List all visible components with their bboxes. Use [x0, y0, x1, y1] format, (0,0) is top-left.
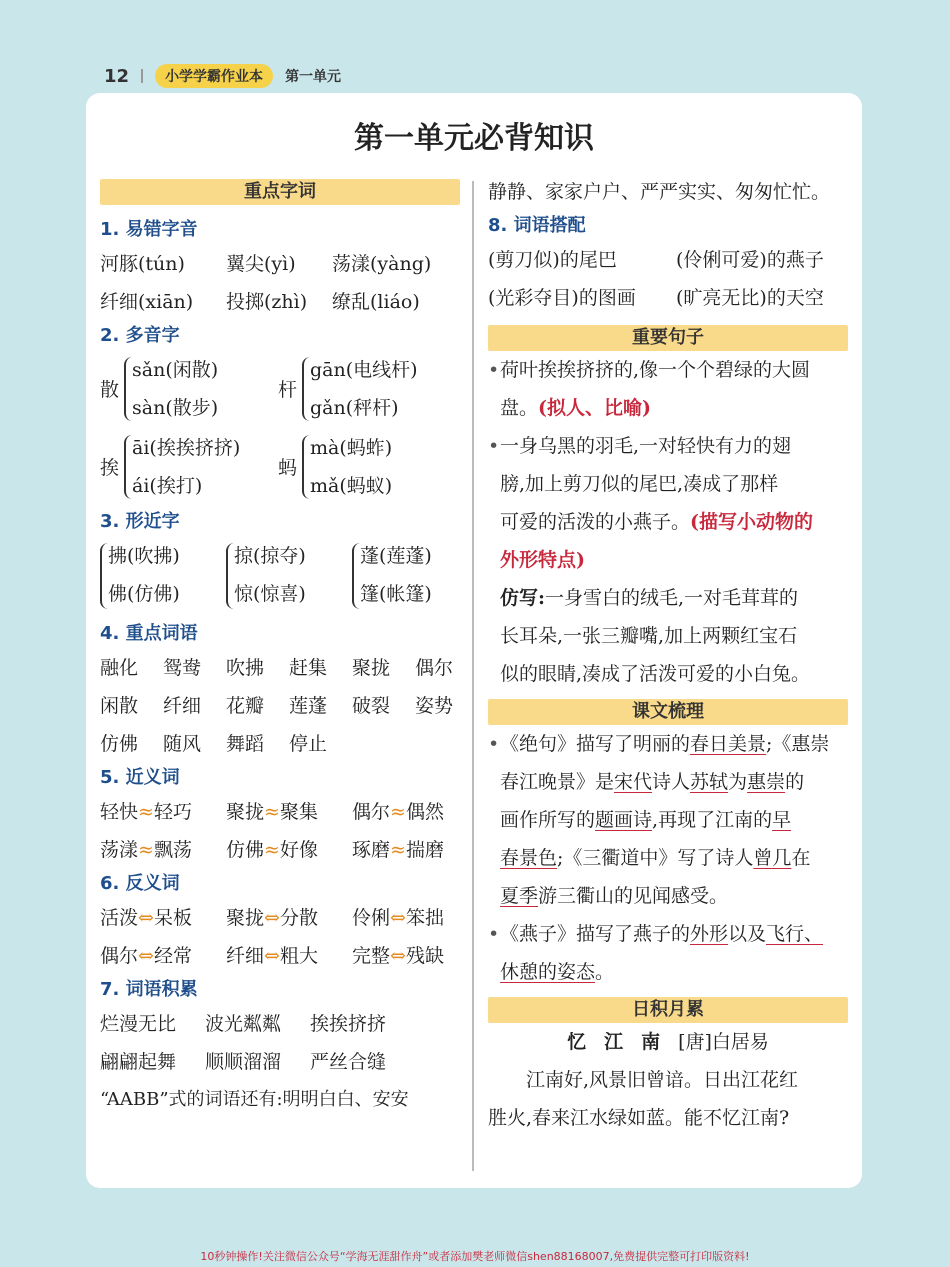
phrase: 破裂	[352, 695, 391, 717]
antonym-pair	[226, 937, 318, 975]
approx-symbol: ≈	[390, 801, 406, 823]
sentence-1	[488, 351, 848, 427]
underlined: 早	[772, 809, 792, 831]
collocation: (旷亮无比)的天空	[676, 287, 824, 309]
polyphone-reading: mǎ(蚂蚁)	[310, 475, 393, 497]
similar-chars-row	[100, 537, 460, 619]
polyphone-reading: ái(挨打)	[132, 475, 203, 497]
line	[500, 503, 848, 541]
phrase-row	[100, 725, 460, 763]
brace	[124, 357, 132, 421]
pron-item: 荡漾(yàng)	[332, 253, 432, 275]
word: 偶尔	[100, 945, 139, 967]
similar-item: 佛(仿佛)	[108, 583, 180, 605]
line: • 荷叶挨挨挤挤的,像一个个碧绿的大圆	[500, 359, 811, 381]
word: 分散	[279, 907, 318, 929]
opposite-arrow-icon: ⇔	[264, 907, 280, 929]
antonym-pair	[352, 899, 444, 937]
annotation: (拟人、比喻)	[538, 397, 651, 419]
subtitle-similar-chars: 3. 形近字	[100, 511, 180, 532]
text: 的	[785, 771, 805, 793]
pron-item: 缭乱(liáo)	[332, 291, 420, 313]
underlined: 夏季	[500, 885, 539, 907]
summary-1	[488, 725, 848, 915]
underlined: 外形	[690, 923, 729, 945]
underlined: 春景色	[500, 847, 558, 869]
word: 好像	[279, 839, 318, 861]
accumulation-row	[100, 1043, 460, 1081]
synonym-row	[100, 831, 460, 869]
text: ,再现了江南的	[652, 809, 773, 831]
underlined: 苏轼	[690, 771, 729, 793]
section-text-summary: 课文梳理	[488, 699, 848, 725]
opposite-arrow-icon: ⇔	[138, 945, 154, 967]
line	[500, 763, 848, 801]
word: 伶俐	[352, 907, 391, 929]
brace	[302, 357, 310, 421]
collocation: (伶俐可爱)的燕子	[676, 249, 824, 271]
text: 画作所写的	[500, 809, 596, 831]
brace	[100, 543, 108, 609]
text: 《燕子》描写了燕子的	[500, 923, 691, 945]
line: • 一身乌黑的羽毛,一对轻快有力的翅	[500, 435, 792, 457]
line	[500, 801, 848, 839]
footer-notice: 10秒钟操作!关注微信公众号“学海无涯甜作舟”或者添加樊老师微信shen88168007,免费提供完整可打印版资料!	[200, 1250, 750, 1263]
synonym-pair	[100, 793, 192, 831]
polyphone-char: 散	[100, 379, 120, 401]
section-important-sentences: 重要句子	[488, 325, 848, 351]
brace	[226, 543, 234, 609]
section-daily-accumulation: 日积月累	[488, 997, 848, 1023]
word: 完整	[352, 945, 391, 967]
text: ;《惠崇	[766, 733, 830, 755]
synonym-pair	[226, 831, 318, 869]
word: 经常	[153, 945, 192, 967]
summary-2	[488, 915, 848, 991]
word: 活泼	[100, 907, 139, 929]
underlined: 曾几	[753, 847, 792, 869]
subtitle-key-phrases: 4. 重点词语	[100, 623, 198, 644]
polyphone-reading: sǎn(闲散)	[132, 359, 219, 381]
brace	[302, 435, 310, 499]
synonym-pair	[352, 793, 444, 831]
underlined: 休憩的姿态	[500, 961, 596, 983]
opposite-arrow-icon: ⇔	[390, 907, 406, 929]
line	[500, 839, 848, 877]
page-header	[104, 64, 341, 88]
collocation: (光彩夺目)的图画	[488, 287, 636, 309]
pron-row	[100, 283, 460, 321]
underlined: 题画诗	[595, 809, 653, 831]
header-separator	[141, 69, 143, 83]
text: 《绝句》描写了明丽的	[500, 733, 691, 755]
collocation-row	[488, 279, 848, 317]
phrase: 花瓣	[226, 695, 265, 717]
poem-line: 江南好,风景旧曾谙。日出江花红	[526, 1069, 799, 1091]
word: 聚拢	[226, 801, 265, 823]
synonym-pair	[226, 793, 318, 831]
page-number: 12	[104, 65, 130, 87]
phrase: 仿佛	[100, 733, 139, 755]
text: 可爱的活泼的小燕子。	[500, 511, 691, 533]
antonym-row	[100, 899, 460, 937]
phrase: 姿势	[415, 695, 454, 717]
polyphone-row	[100, 429, 460, 507]
subtitle-pronunciation: 1. 易错字音	[100, 219, 198, 240]
brace	[124, 435, 132, 499]
text: 以及	[728, 923, 767, 945]
word: 聚拢	[226, 907, 265, 929]
approx-symbol: ≈	[264, 839, 280, 861]
poem-title: 忆江南	[567, 1031, 679, 1053]
book-badge: 小学学霸作业本	[155, 64, 273, 88]
right-column	[488, 173, 848, 1137]
idiom: 严丝合缝	[310, 1051, 387, 1073]
poem-line: 胜火,春来江水绿如蓝。能不忆江南?	[488, 1107, 790, 1129]
similar-item: 惊(惊喜)	[234, 583, 306, 605]
phrase: 鸳鸯	[163, 657, 202, 679]
line: 长耳朵,一张三瓣嘴,加上两颗红宝石	[500, 625, 798, 647]
phrase: 莲蓬	[289, 695, 328, 717]
opposite-arrow-icon: ⇔	[264, 945, 280, 967]
word: 荡漾	[100, 839, 139, 861]
word: 轻快	[100, 801, 139, 823]
subtitle-collocation: 8. 词语搭配	[488, 215, 586, 236]
similar-item: 蓬(莲蓬)	[360, 545, 432, 567]
aabb-note: “AABB”式的词语还有:明明白白、安安	[100, 1089, 409, 1110]
text: 一身雪白的绒毛,一对毛茸茸的	[545, 587, 799, 609]
synonym-pair	[352, 831, 444, 869]
line	[500, 725, 848, 763]
idiom: 挨挨挤挤	[310, 1013, 387, 1035]
phrase: 聚拢	[352, 657, 391, 679]
synonym-row	[100, 793, 460, 831]
polyphone-reading: āi(挨挨挤挤)	[132, 437, 241, 459]
polyphone-char: 杆	[278, 379, 298, 401]
polyphone-reading: gǎn(秤杆)	[310, 397, 399, 419]
phrase: 随风	[163, 733, 202, 755]
phrase: 纤细	[163, 695, 202, 717]
phrase: 赶集	[289, 657, 328, 679]
antonym-pair	[100, 899, 192, 937]
antonym-pair	[100, 937, 192, 975]
word: 残缺	[405, 945, 444, 967]
text: ;《三衢道中》写了诗人	[557, 847, 754, 869]
line	[500, 915, 848, 953]
word: 呆板	[153, 907, 192, 929]
polyphone-reading: sàn(散步)	[132, 397, 219, 419]
text: 诗人	[652, 771, 691, 793]
subtitle-accumulation: 7. 词语积累	[100, 979, 198, 1000]
underlined: 飞行、	[766, 923, 824, 945]
subtitle-synonyms: 5. 近义词	[100, 767, 180, 788]
phrase-row	[100, 687, 460, 725]
word: 笨拙	[405, 907, 444, 929]
approx-symbol: ≈	[264, 801, 280, 823]
text: 游三衢山的见闻感受。	[538, 885, 729, 907]
idiom: 翩翩起舞	[100, 1051, 177, 1073]
unit-label: 第一单元	[285, 69, 342, 85]
text: 。	[595, 961, 615, 983]
poem-author: [唐]白居易	[678, 1031, 769, 1053]
phrase-row	[100, 649, 460, 687]
phrase: 停止	[289, 733, 328, 755]
word: 偶尔	[352, 801, 391, 823]
collocation-row	[488, 241, 848, 279]
approx-symbol: ≈	[138, 801, 154, 823]
phrase: 融化	[100, 657, 139, 679]
word: 揣磨	[405, 839, 444, 861]
antonym-pair	[226, 899, 318, 937]
subtitle-polyphone: 2. 多音字	[100, 325, 180, 346]
text: 盘。	[500, 397, 539, 419]
word: 纤细	[226, 945, 265, 967]
polyphone-reading: mà(蚂蚱)	[310, 437, 393, 459]
line	[500, 877, 848, 915]
approx-symbol: ≈	[390, 839, 406, 861]
left-column	[100, 179, 460, 1119]
accumulation-row	[100, 1005, 460, 1043]
opposite-arrow-icon: ⇔	[138, 907, 154, 929]
line: 似的眼睛,凑成了活泼可爱的小白兔。	[500, 663, 811, 685]
line	[500, 579, 848, 617]
idiom: 顺顺溜溜	[205, 1051, 282, 1073]
text: 在	[791, 847, 811, 869]
phrase: 闲散	[100, 695, 139, 717]
polyphone-char: 蚂	[278, 457, 298, 479]
page-title: 第一单元必背知识	[354, 121, 594, 156]
column-divider	[472, 181, 474, 1171]
idiom: 波光粼粼	[205, 1013, 282, 1035]
similar-item: 篷(帐篷)	[360, 583, 432, 605]
synonym-pair	[100, 831, 192, 869]
similar-item: 掠(掠夺)	[234, 545, 306, 567]
continued-text: 静静、家家户户、严严实实、匆匆忙忙。	[488, 181, 831, 203]
pron-item: 河豚(tún)	[100, 253, 185, 275]
section-key-words: 重点字词	[100, 179, 460, 205]
pron-item: 纤细(xiān)	[100, 291, 194, 313]
annotation: (描写小动物的	[690, 511, 814, 533]
antonym-row	[100, 937, 460, 975]
phrase: 吹拂	[226, 657, 265, 679]
word: 偶然	[405, 801, 444, 823]
word: 聚集	[279, 801, 318, 823]
word: 轻巧	[153, 801, 192, 823]
imitation-label: 仿写:	[500, 587, 546, 609]
polyphone-row	[100, 351, 460, 429]
pron-row	[100, 245, 460, 283]
brace	[352, 543, 360, 609]
subtitle-antonyms: 6. 反义词	[100, 873, 180, 894]
word: 飘荡	[153, 839, 192, 861]
opposite-arrow-icon: ⇔	[390, 945, 406, 967]
polyphone-char: 挨	[100, 457, 120, 479]
line: 膀,加上剪刀似的尾巴,凑成了那样	[500, 473, 779, 495]
underlined: 宋代	[614, 771, 653, 793]
annotation: 外形特点)	[500, 549, 585, 571]
poem-heading	[488, 1023, 848, 1061]
phrase: 偶尔	[415, 657, 454, 679]
collocation: (剪刀似)的尾巴	[488, 249, 617, 271]
underlined: 惠崇	[747, 771, 786, 793]
word: 粗大	[279, 945, 318, 967]
pron-item: 投掷(zhì)	[226, 291, 308, 313]
word: 琢磨	[352, 839, 391, 861]
idiom: 烂漫无比	[100, 1013, 177, 1035]
text: 为	[728, 771, 748, 793]
phrase: 舞蹈	[226, 733, 265, 755]
line	[500, 389, 848, 427]
underlined: 春日美景	[690, 733, 767, 755]
approx-symbol: ≈	[138, 839, 154, 861]
sentence-2	[488, 427, 848, 579]
similar-item: 拂(吹拂)	[108, 545, 180, 567]
line	[500, 953, 848, 991]
text: 春江晚景》是	[500, 771, 615, 793]
word: 仿佛	[226, 839, 265, 861]
polyphone-reading: gān(电线杆)	[310, 359, 418, 381]
content-card	[86, 93, 862, 1188]
imitation	[488, 579, 848, 693]
antonym-pair	[352, 937, 444, 975]
pron-item: 翼尖(yì)	[226, 253, 296, 275]
